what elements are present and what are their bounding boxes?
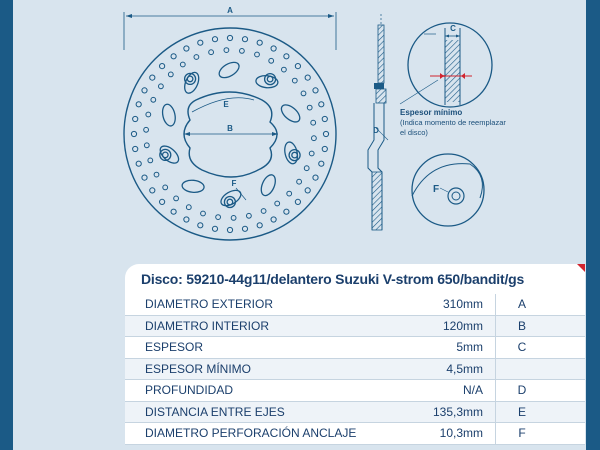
label-e: E (223, 100, 229, 109)
spec-header (125, 264, 585, 294)
table-row (125, 294, 585, 315)
detail-thickness (400, 23, 492, 107)
table-row (125, 423, 585, 445)
spec-table (125, 294, 585, 445)
detail-anchor-hole (412, 154, 484, 226)
note-body: (Indica momento de reemplazar el disco) (400, 118, 506, 137)
min-thickness-note (400, 108, 510, 138)
table-row (125, 358, 585, 380)
spec-code: A (496, 294, 549, 315)
spec-name: DIAMETRO INTERIOR (125, 315, 365, 337)
spec-name: ESPESOR (125, 337, 365, 359)
label-f-detail: F (432, 184, 440, 195)
spec-value: N/A (365, 380, 496, 402)
table-row (125, 337, 585, 359)
note-title: Espesor mínimo (400, 108, 463, 117)
spec-value: 135,3mm (365, 401, 496, 423)
disc-side-section (368, 14, 388, 230)
label-c: C (450, 24, 456, 33)
spec-value: 4,5mm (365, 358, 496, 380)
table-row (125, 380, 585, 402)
spec-code: F (496, 423, 549, 445)
spec-value: 10,3mm (365, 423, 496, 445)
red-corner-accent (577, 264, 585, 272)
spec-name: ESPESOR MÍNIMO (125, 358, 365, 380)
spec-code: E (496, 401, 549, 423)
spec-code (496, 358, 549, 380)
inner-hub-outline (184, 92, 277, 177)
label-d: D (373, 126, 379, 135)
table-row (125, 315, 585, 337)
disc-front-view (124, 28, 336, 240)
spec-code: C (496, 337, 549, 359)
spec-code: B (496, 315, 549, 337)
spec-name: DIAMETRO PERFORACIÓN ANCLAJE (125, 423, 365, 445)
label-a: A (227, 6, 233, 15)
spec-value: 120mm (365, 315, 496, 337)
spec-name: DIAMETRO EXTERIOR (125, 294, 365, 315)
spec-code: D (496, 380, 549, 402)
spec-value: 310mm (365, 294, 496, 315)
spec-value: 5mm (365, 337, 496, 359)
label-b: B (227, 124, 233, 133)
product-title: Disco: 59210-44g11/delantero Suzuki V-strom 650/bandit/gs (141, 271, 525, 287)
label-f: F (231, 179, 237, 188)
spec-name: DISTANCIA ENTRE EJES (125, 401, 365, 423)
spec-name: PROFUNDIDAD (125, 380, 365, 402)
table-row (125, 401, 585, 423)
